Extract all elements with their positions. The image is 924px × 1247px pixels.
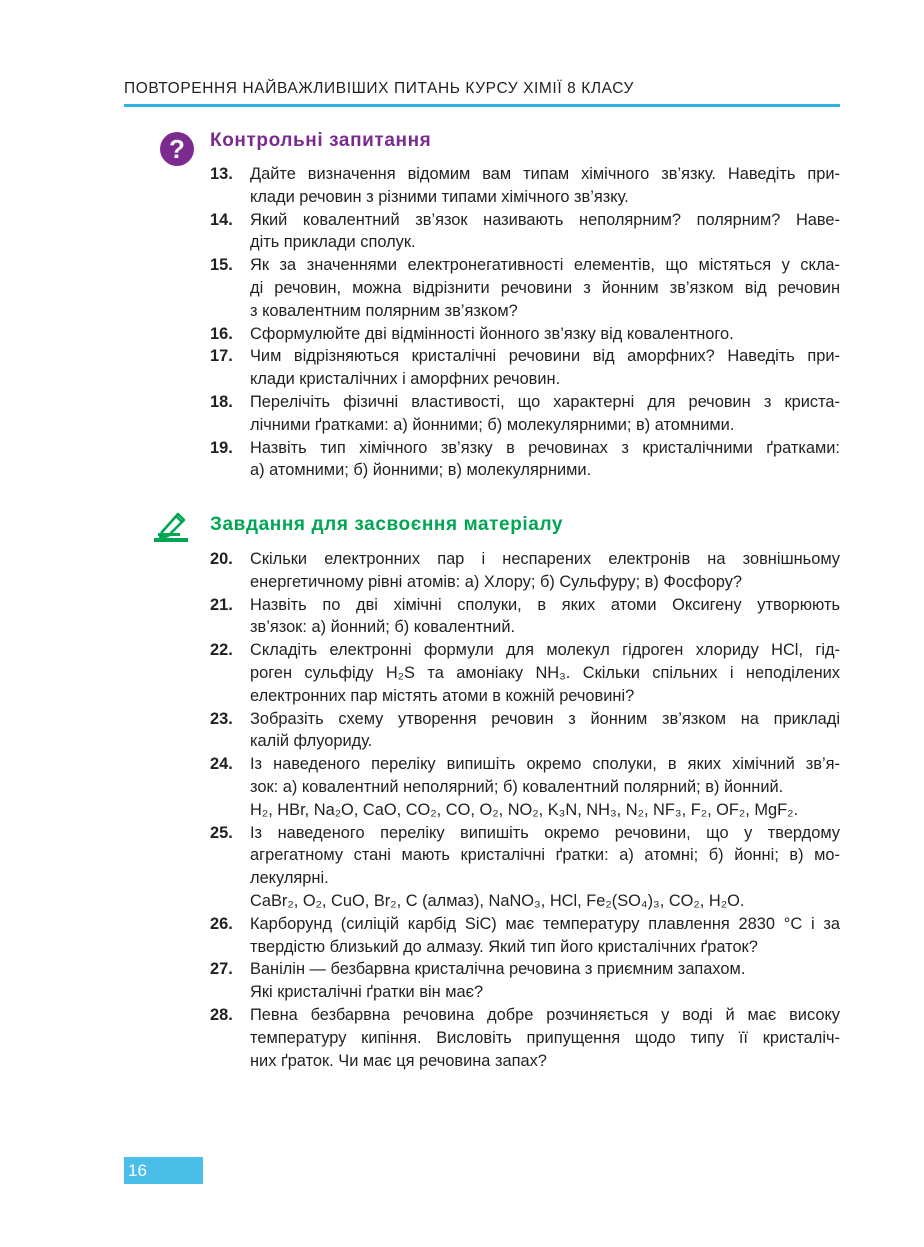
item-text-line: Дайте визначення відомим вам типам хімічного зв’язку. Наведіть при- [250, 165, 840, 183]
item-text-line: зок: а) ковалентний неполярний; б) ковалентний полярний; в) йонний. [250, 777, 784, 796]
page-number: 16 [124, 1157, 203, 1184]
item-text-line: зв’язок: а) йонний; б) ковалентний. [250, 618, 516, 637]
list-item [210, 548, 840, 594]
task-list [210, 548, 840, 1072]
list-item [210, 323, 840, 346]
item-text-line: Із наведеного переліку випишіть окремо сполуки, в яких хімічний зв’я- [250, 755, 840, 774]
item-text-line: Перелічіть фізичні властивості, що характерні для речовин з криста- [250, 392, 840, 411]
item-number: 22. [210, 641, 233, 660]
item-number: 25. [210, 823, 233, 842]
item-text-line: Чим відрізняються кристалічні речовини від аморфних? Наведіть при- [250, 347, 840, 366]
list-item [210, 753, 840, 821]
section-title: Контрольні запитання [210, 130, 432, 151]
item-text-line: Які кристалічні ґратки він має? [250, 983, 484, 1002]
pencil-icon [152, 508, 192, 548]
list-item [210, 822, 840, 913]
item-text-line: CaBr₂, O₂, CuO, Br₂, C (алмаз), NaNO₃, HCl, Fe₂(SO₄)₃, CO₂, H₂O. [250, 891, 745, 910]
item-number: 17. [210, 347, 233, 366]
item-text-line: Назвіть по дві хімічні сполуки, в яких атоми Оксигену утворюють [250, 595, 840, 614]
running-header: ПОВТОРЕННЯ НАЙВАЖЛИВІШИХ ПИТАНЬ КУРСУ ХІМІЇ 8 КЛАСУ [124, 80, 635, 97]
item-text-line: діть приклади сполук. [250, 233, 416, 252]
item-text-line: з ковалентним полярним зв’язком? [250, 301, 518, 320]
item-number: 23. [210, 709, 233, 728]
item-text-line: Який ковалентний зв’язок називають неполярним? полярним? Наве- [250, 210, 840, 229]
item-text-line: енергетичному рівні атомів: а) Хлору; б) Сульфуру; в) Фосфору? [250, 572, 743, 591]
item-text-line: клади речовин з різними типами хімічного зв’язку. [250, 187, 629, 206]
list-item [210, 391, 840, 437]
item-text-line: калій флуориду. [250, 732, 373, 751]
item-text-line: них ґраток. Чи має ця речовина запах? [250, 1051, 547, 1070]
item-number: 26. [210, 914, 233, 933]
item-number: 14. [210, 210, 233, 229]
item-text-line: Зобразіть схему утворення речовин з йонним зв’язком на прикладі [250, 709, 840, 728]
item-number: 18. [210, 392, 233, 411]
item-text-line: агрегатному стані мають кристалічні ґратки: а) атомні; б) йонні; в) мо- [250, 846, 840, 865]
list-item [210, 345, 840, 391]
item-text-line: Карборунд (силіцій карбід SiC) має температуру плавлення 2830 °С і за [250, 914, 840, 933]
item-number: 19. [210, 438, 233, 457]
item-text-line: лекулярні. [250, 869, 329, 888]
item-number: 20. [210, 550, 233, 568]
list-item [210, 708, 840, 754]
item-text-line: Як за значеннями електронегативності елементів, що містяться у скла- [250, 256, 840, 275]
item-number: 24. [210, 755, 233, 774]
list-item [210, 437, 840, 483]
item-number: 27. [210, 960, 233, 979]
item-number: 15. [210, 256, 233, 275]
item-text-line: Назвіть тип хімічного зв’язку в речовинах з кристалічними ґратками: [250, 438, 840, 457]
item-text-line: Ванілін — безбарвна кристалічна речовина з приємним запахом. [250, 960, 746, 979]
item-text-line: а) атомними; б) йонними; в) молекулярними. [250, 461, 592, 480]
item-text-line: Складіть електронні формули для молекул гідроген хлориду HCl, гід- [250, 641, 840, 660]
item-text-line: роген сульфіду H₂S та амоніаку NH₃. Скільки спільних і неподілених [250, 663, 840, 682]
list-item [210, 209, 840, 255]
list-item [210, 254, 840, 322]
header-rule [124, 104, 840, 107]
item-text-line: температуру кипіння. Висловіть припущення щодо типу її кристаліч- [250, 1028, 840, 1047]
item-text-line: твердістю близький до алмазу. Який тип його кристалічних ґраток? [250, 937, 758, 956]
item-text-line: ді речовин, можна відрізнити речовини з йонним зв’язком від речовин [250, 278, 840, 297]
item-text-line: Із наведеного переліку випишіть окремо речовини, що у твердому [250, 823, 840, 842]
item-text-line: Певна безбарвна речовина добре розчиняється у воді й має високу [250, 1005, 840, 1024]
section-title: Завдання для засвоєння матеріалу [210, 514, 564, 535]
item-number: 16. [210, 324, 233, 343]
item-number: 28. [210, 1005, 233, 1024]
question-icon: ? [160, 132, 194, 166]
list-item [210, 163, 840, 209]
list-item [210, 1004, 840, 1072]
item-text-line: лічними ґратками: а) йонними; б) молекулярними; в) атомними. [250, 415, 735, 434]
list-item [210, 639, 840, 707]
list-item [210, 913, 840, 959]
item-text-line: клади кристалічних і аморфних речовин. [250, 370, 561, 389]
item-text-line: електронних пар містять атоми в кожній речовині? [250, 686, 635, 705]
question-list [210, 163, 840, 482]
item-text-line: H₂, HBr, Na₂O, CaO, CO₂, CO, O₂, NO₂, K₃N, NH₃, N₂, NF₃, F₂, OF₂, MgF₂. [250, 800, 799, 819]
item-text-line: Скільки електронних пар і неспарених електронів на зовнішньому [250, 550, 840, 568]
item-number: 13. [210, 165, 233, 183]
item-number: 21. [210, 595, 233, 614]
list-item [210, 594, 840, 640]
list-item [210, 958, 840, 1004]
item-text-line: Сформулюйте дві відмінності йонного зв’язку від ковалентного. [250, 324, 734, 343]
